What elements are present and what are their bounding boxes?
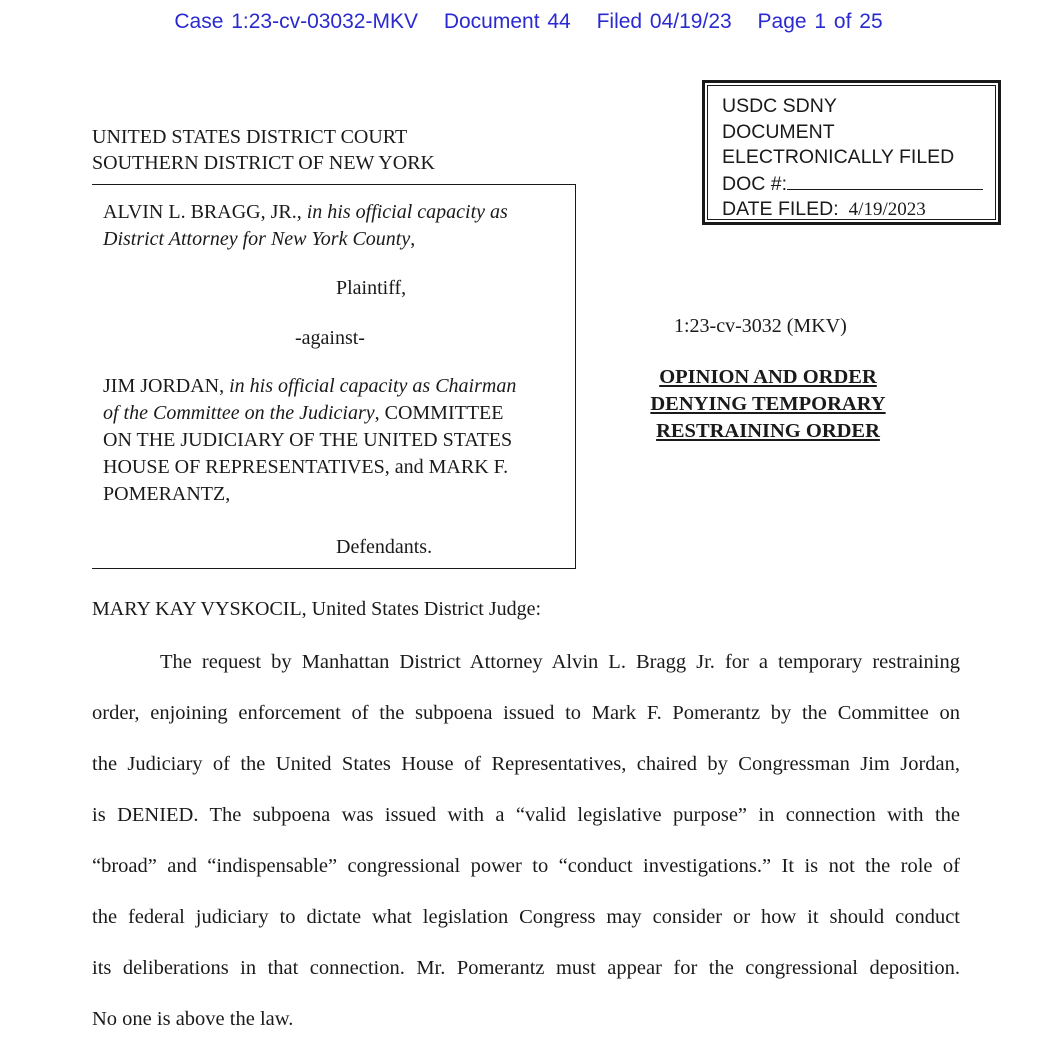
judge-line: MARY KAY VYSKOCIL, United States District Judge: (92, 598, 542, 620)
body-line: the federal judiciary to dictate what legislation Congress may consider or how it should conduct (92, 906, 960, 928)
case-number: 1:23-cv-3032 (MKV) (674, 315, 847, 337)
order-title-line-3: RESTRAINING ORDER (656, 420, 880, 442)
order-title (612, 364, 924, 445)
body-line: order, enjoining enforcement of the subpoena issued to Mark F. Pomerantz by the Committee on (92, 702, 960, 724)
plaintiff-capacity-2: District Attorney for New York County (103, 228, 411, 250)
court-name (92, 124, 435, 176)
stamp-date-filed-label: DATE FILED: (722, 198, 839, 220)
body-line: the Judiciary of the United States House of Representatives, chaired by Congressman Jim Jordan, (92, 753, 960, 775)
order-title-line-2: DENYING TEMPORARY (650, 393, 886, 415)
defendant-name: JIM JORDAN, (103, 375, 225, 397)
court-name-line-1: UNITED STATES DISTRICT COURT (92, 126, 408, 148)
defendant-line-5: POMERANTZ, (103, 483, 231, 505)
plaintiff-trailing-comma: , (410, 228, 416, 250)
defendant-line-4: HOUSE OF REPRESENTATIVES, and MARK F. (103, 456, 509, 478)
header-case-number: Case 1:23-cv-03032-MKV (174, 10, 418, 33)
stamp-document-line: DOCUMENT (722, 120, 835, 143)
stamp-date-filed-row (722, 197, 995, 224)
defendant-rest-1: , COMMITTEE (374, 402, 504, 424)
plaintiff-block (103, 199, 573, 253)
filing-stamp (702, 80, 1001, 225)
plaintiff-line-1 (103, 199, 573, 226)
body-line: is DENIED. The subpoena was issued with a “valid legislative purpose” in connection with the (92, 804, 960, 826)
stamp-doc-number-blank (787, 171, 983, 190)
defendant-capacity-1: in his official capacity as Chairman (229, 375, 517, 397)
header-page-number: Page 1 of 25 (757, 10, 883, 33)
stamp-doc-number-row (722, 171, 995, 198)
stamp-date-filed-value: 4/19/2023 (839, 197, 971, 224)
defendant-line-2 (103, 400, 573, 427)
defendant-block (103, 373, 573, 508)
header-document-number: Document 44 (443, 10, 571, 33)
plaintiff-line-2 (103, 226, 573, 253)
header-filed-date: Filed 04/19/23 (596, 10, 732, 33)
stamp-electronically-filed-line: ELECTRONICALLY FILED (722, 146, 955, 168)
plaintiff-capacity-1: in his official capacity as (306, 201, 508, 223)
court-name-line-2: SOUTHERN DISTRICT OF NEW YORK (92, 152, 435, 174)
filing-stamp-inner (707, 85, 996, 220)
stamp-court-line: USDC SDNY (722, 95, 837, 117)
body-line: “broad” and “indispensable” congressional power to “conduct investigations.” It is not the role of (92, 855, 960, 877)
body-line: No one is above the law. (92, 1008, 294, 1030)
case-caption-box (92, 184, 576, 569)
defendants-role: Defendants. (336, 536, 433, 558)
opinion-body (92, 648, 960, 1056)
plaintiff-role: Plaintiff, (336, 277, 407, 299)
filing-header (0, 10, 1057, 34)
defendant-capacity-2: of the Committee on the Judiciary (103, 402, 375, 424)
body-line: its deliberations in that connection. Mr. Pomerantz must appear for the congressional deposition. (92, 957, 960, 979)
body-line: The request by Manhattan District Attorney Alvin L. Bragg Jr. for a temporary restraining (160, 651, 960, 673)
plaintiff-name: ALVIN L. BRAGG, JR., (103, 201, 302, 223)
order-title-line-1: OPINION AND ORDER (659, 366, 877, 388)
defendant-line-1 (103, 373, 573, 400)
against-label: -against- (295, 327, 365, 349)
stamp-doc-number-label: DOC #: (722, 172, 788, 195)
defendant-line-3: ON THE JUDICIARY OF THE UNITED STATES (103, 429, 513, 451)
